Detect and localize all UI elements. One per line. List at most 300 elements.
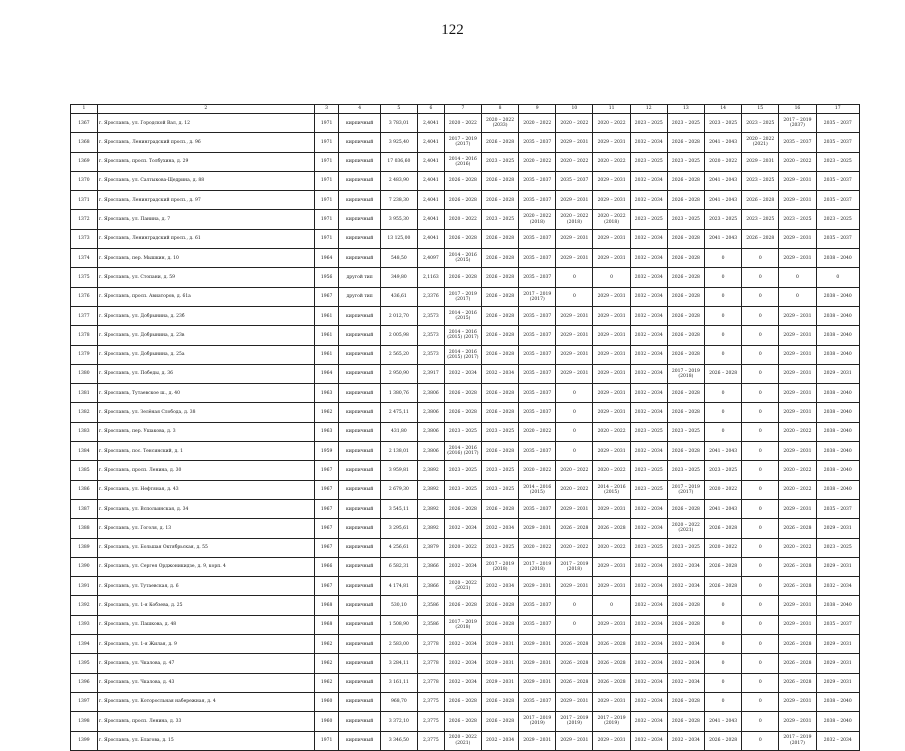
- table-cell: 2026 – 2028: [779, 557, 816, 576]
- table-cell: 2029 – 2031: [519, 673, 556, 692]
- table-cell: 2,4041: [417, 152, 444, 171]
- table-row: [71, 171, 860, 190]
- table-cell: 2 679,30: [380, 480, 417, 499]
- column-number-cell: 4: [339, 105, 380, 114]
- table-cell: 2029 – 2031: [779, 403, 816, 422]
- table-cell: 2035 – 2037: [519, 229, 556, 248]
- table-cell: 2 012,70: [380, 306, 417, 325]
- table-cell: 1967: [314, 287, 339, 306]
- table-cell: 2020 – 2022 (2033): [481, 114, 518, 133]
- table-cell: 2026 – 2028: [667, 326, 704, 345]
- column-number-cell: 2: [97, 105, 314, 114]
- table-cell: 1961: [314, 306, 339, 325]
- table-cell: 0: [742, 577, 779, 596]
- table-cell: 2023 – 2025: [630, 538, 667, 557]
- address-cell: г. Ярославль, Ленинградский просп., д. 61: [97, 229, 314, 248]
- table-cell: кирпичный: [339, 133, 380, 152]
- table-row: [71, 519, 860, 538]
- table-cell: 0: [705, 403, 742, 422]
- table-cell: кирпичный: [339, 345, 380, 364]
- table-cell: 2035 – 2037: [556, 171, 593, 190]
- table-cell: 2026 – 2028: [742, 229, 779, 248]
- table-cell: 2029 – 2031: [816, 557, 859, 576]
- table-cell: 2032 – 2034: [444, 654, 481, 673]
- table-cell: 2017 – 2019 (2017): [444, 287, 481, 306]
- table-cell: 2017 – 2019 (2017): [667, 480, 704, 499]
- table-cell: 2023 – 2025: [705, 114, 742, 133]
- table-cell: 0: [742, 306, 779, 325]
- table-cell: 2,3775: [417, 712, 444, 731]
- table-cell: 2,4041: [417, 133, 444, 152]
- table-cell: кирпичный: [339, 519, 380, 538]
- table-cell: 2014 – 2016 (2016): [444, 152, 481, 171]
- table-cell: 1971: [314, 133, 339, 152]
- table-cell: 2029 – 2031: [742, 152, 779, 171]
- table-cell: 968,70: [380, 692, 417, 711]
- column-number-cell: 9: [519, 105, 556, 114]
- table-cell: кирпичный: [339, 422, 380, 441]
- table-cell: 2038 – 2040: [816, 326, 859, 345]
- table-cell: 2014 – 2016 (2015): [593, 480, 630, 499]
- table-cell: 4 256,61: [380, 538, 417, 557]
- table-cell: 2029 – 2031: [481, 654, 518, 673]
- table-cell: 1971: [314, 229, 339, 248]
- table-cell: 2017 – 2019 (2017): [779, 731, 816, 750]
- table-cell: 2023 – 2025: [630, 152, 667, 171]
- table-row: [71, 384, 860, 403]
- table-cell: 1374: [71, 249, 98, 268]
- table-cell: 2026 – 2028: [593, 635, 630, 654]
- table-cell: 2026 – 2028: [556, 635, 593, 654]
- table-cell: 2029 – 2031: [593, 287, 630, 306]
- table-cell: 2,3586: [417, 596, 444, 615]
- table-cell: 2029 – 2031: [593, 229, 630, 248]
- table-cell: 1967: [314, 577, 339, 596]
- table-cell: 2023 – 2025: [816, 152, 859, 171]
- address-cell: г. Ярославль, Ленинградский просп., д. 96: [97, 133, 314, 152]
- address-cell: г. Ярославль, ул. Благова, д. 15: [97, 731, 314, 750]
- table-cell: 0: [705, 422, 742, 441]
- table-cell: 1 380,76: [380, 384, 417, 403]
- table-cell: 2023 – 2025: [742, 114, 779, 133]
- table-cell: 2023 – 2025: [481, 461, 518, 480]
- table-cell: 0: [556, 596, 593, 615]
- table-cell: кирпичный: [339, 538, 380, 557]
- table-cell: 2032 – 2034: [481, 364, 518, 383]
- table-cell: 2026 – 2028: [444, 384, 481, 403]
- table-cell: 2026 – 2028: [667, 442, 704, 461]
- table-cell: кирпичный: [339, 731, 380, 750]
- table-cell: 0: [742, 557, 779, 576]
- table-cell: 2014 – 2016 (2015): [444, 306, 481, 325]
- table-cell: 2020 – 2022: [556, 480, 593, 499]
- table-cell: 1968: [314, 615, 339, 634]
- table-cell: 1367: [71, 114, 98, 133]
- table-cell: 2023 – 2025: [481, 152, 518, 171]
- table-cell: 0: [705, 287, 742, 306]
- table-cell: 2026 – 2028: [481, 287, 518, 306]
- table-cell: 2023 – 2025: [816, 210, 859, 229]
- table-cell: 2029 – 2031: [556, 191, 593, 210]
- table-cell: 2,3778: [417, 654, 444, 673]
- table-row: [71, 287, 860, 306]
- table-cell: 2026 – 2028: [556, 519, 593, 538]
- table-cell: 1397: [71, 692, 98, 711]
- table-cell: 2014 – 2016 (2015): [519, 480, 556, 499]
- table-cell: 2029 – 2031: [779, 191, 816, 210]
- table-row: [71, 306, 860, 325]
- table-cell: 2023 – 2025: [667, 461, 704, 480]
- table-cell: 2035 – 2037: [816, 615, 859, 634]
- table-cell: 2 583,00: [380, 635, 417, 654]
- table-cell: 2032 – 2034: [630, 326, 667, 345]
- address-cell: г. Ярославль, ул. Стопани, д. 59: [97, 268, 314, 287]
- table-cell: 2026 – 2028: [481, 133, 518, 152]
- table-cell: 0: [742, 268, 779, 287]
- table-cell: 2032 – 2034: [630, 229, 667, 248]
- table-cell: 2029 – 2031: [779, 229, 816, 248]
- table-cell: 3 955,30: [380, 210, 417, 229]
- table-cell: 2026 – 2028: [481, 615, 518, 634]
- table-cell: кирпичный: [339, 229, 380, 248]
- table-cell: 2017 – 2019 (2037): [779, 114, 816, 133]
- table-cell: 2020 – 2022: [593, 152, 630, 171]
- address-cell: г. Ярославль, ул. Добрынина, д. 23в: [97, 326, 314, 345]
- table-cell: 2,3573: [417, 345, 444, 364]
- table-cell: 7 238,30: [380, 191, 417, 210]
- table-cell: кирпичный: [339, 461, 380, 480]
- column-number-cell: 15: [742, 105, 779, 114]
- table-cell: 2029 – 2031: [779, 712, 816, 731]
- table-cell: 2032 – 2034: [630, 345, 667, 364]
- table-cell: 2029 – 2031: [556, 499, 593, 518]
- table-cell: 2029 – 2031: [816, 654, 859, 673]
- table-cell: 2029 – 2031: [556, 229, 593, 248]
- table-cell: 1967: [314, 499, 339, 518]
- table-cell: 1967: [314, 519, 339, 538]
- table-cell: 0: [705, 249, 742, 268]
- table-cell: 1962: [314, 403, 339, 422]
- table-cell: 2026 – 2028: [444, 499, 481, 518]
- table-cell: 2029 – 2031: [519, 654, 556, 673]
- table-cell: 1962: [314, 673, 339, 692]
- address-cell: г. Ярославль, пос. Тенсинский, д. 1: [97, 442, 314, 461]
- table-cell: 1971: [314, 191, 339, 210]
- table-cell: 2041 – 2043: [705, 712, 742, 731]
- table-cell: 0: [742, 692, 779, 711]
- table-cell: 1967: [314, 480, 339, 499]
- table-cell: 2026 – 2028: [667, 287, 704, 306]
- table-cell: 2038 – 2040: [816, 403, 859, 422]
- table-row: [71, 114, 860, 133]
- table-cell: 2023 – 2025: [742, 171, 779, 190]
- table-cell: 2020 – 2022: [593, 461, 630, 480]
- table-cell: 2020 – 2022: [705, 538, 742, 557]
- table-cell: 0: [742, 422, 779, 441]
- table-cell: кирпичный: [339, 577, 380, 596]
- table-cell: кирпичный: [339, 654, 380, 673]
- table-cell: 1399: [71, 731, 98, 750]
- table-cell: 2020 – 2022: [779, 152, 816, 171]
- table-cell: 2026 – 2028: [481, 345, 518, 364]
- table-cell: 2032 – 2034: [630, 249, 667, 268]
- table-cell: 2029 – 2031: [779, 364, 816, 383]
- table-cell: 3 545,11: [380, 499, 417, 518]
- column-number-cell: 1: [71, 105, 98, 114]
- table-cell: 2032 – 2034: [630, 133, 667, 152]
- table-cell: 2026 – 2028: [481, 268, 518, 287]
- table-cell: 0: [742, 654, 779, 673]
- table-cell: 0: [705, 692, 742, 711]
- column-number-cell: 14: [705, 105, 742, 114]
- table-cell: 2035 – 2037: [519, 364, 556, 383]
- table-cell: 2032 – 2034: [816, 577, 859, 596]
- table-cell: 2 950,90: [380, 364, 417, 383]
- table-row: [71, 364, 860, 383]
- table-cell: 1971: [314, 152, 339, 171]
- table-cell: 2026 – 2028: [667, 384, 704, 403]
- table-cell: 0: [556, 268, 593, 287]
- table-cell: 2023 – 2025: [705, 210, 742, 229]
- address-cell: г. Ярославль, просп. Ленина, д. 30: [97, 461, 314, 480]
- table-cell: 1387: [71, 499, 98, 518]
- table-cell: 2029 – 2031: [556, 249, 593, 268]
- table-cell: 2014 – 2016 (2015) (2017): [444, 345, 481, 364]
- table-cell: 2032 – 2034: [444, 364, 481, 383]
- table-cell: 0: [742, 326, 779, 345]
- address-cell: г. Ярославль, ул. Городской Вал, д. 12: [97, 114, 314, 133]
- table-row: [71, 326, 860, 345]
- address-cell: г. Ярославль, ул. Салтыкова-Щедрина, д. 88: [97, 171, 314, 190]
- table-cell: 2029 – 2031: [519, 635, 556, 654]
- table-cell: 0: [742, 615, 779, 634]
- table-cell: кирпичный: [339, 249, 380, 268]
- table-cell: 0: [705, 384, 742, 403]
- table-cell: 2026 – 2028: [667, 306, 704, 325]
- table-cell: 2026 – 2028: [779, 673, 816, 692]
- table-cell: 3 346,50: [380, 731, 417, 750]
- table-cell: кирпичный: [339, 480, 380, 499]
- table-cell: кирпичный: [339, 403, 380, 422]
- table-cell: кирпичный: [339, 306, 380, 325]
- table-cell: 2026 – 2028: [481, 229, 518, 248]
- table-cell: 1382: [71, 403, 98, 422]
- table-cell: 2035 – 2037: [816, 133, 859, 152]
- table-cell: 2026 – 2028: [481, 191, 518, 210]
- table-cell: 2026 – 2028: [481, 499, 518, 518]
- table-cell: 0: [705, 654, 742, 673]
- table-cell: 2032 – 2034: [816, 731, 859, 750]
- table-cell: кирпичный: [339, 673, 380, 692]
- column-number-cell: 12: [630, 105, 667, 114]
- table-cell: 2020 – 2022: [779, 538, 816, 557]
- table-cell: 2026 – 2028: [667, 268, 704, 287]
- table-cell: 2,3892: [417, 480, 444, 499]
- table-cell: 3 925,40: [380, 133, 417, 152]
- table-cell: 2020 – 2022: [779, 422, 816, 441]
- table-cell: 2029 – 2031: [779, 171, 816, 190]
- table-cell: 0: [556, 442, 593, 461]
- table-cell: 2032 – 2034: [667, 557, 704, 576]
- table-cell: 0: [742, 403, 779, 422]
- table-cell: 0: [742, 461, 779, 480]
- table-cell: 2035 – 2037: [519, 133, 556, 152]
- table-cell: 2026 – 2028: [444, 171, 481, 190]
- table-cell: 6 582,31: [380, 557, 417, 576]
- table-cell: 2020 – 2022 (2021): [444, 577, 481, 596]
- table-cell: 2029 – 2031: [816, 635, 859, 654]
- column-number-cell: 7: [444, 105, 481, 114]
- table-cell: 2020 – 2022: [519, 422, 556, 441]
- table-cell: 2029 – 2031: [593, 191, 630, 210]
- table-cell: 1971: [314, 171, 339, 190]
- table-cell: 2038 – 2040: [816, 306, 859, 325]
- table-cell: 4 174,81: [380, 577, 417, 596]
- table-cell: 2017 – 2019 (2018): [444, 615, 481, 634]
- table-cell: кирпичный: [339, 557, 380, 576]
- table-cell: 2026 – 2028: [593, 654, 630, 673]
- table-cell: 2029 – 2031: [779, 596, 816, 615]
- table-cell: 2026 – 2028: [779, 519, 816, 538]
- table-cell: кирпичный: [339, 635, 380, 654]
- table-cell: 1386: [71, 480, 98, 499]
- table-header: [71, 105, 860, 114]
- table-cell: 2026 – 2028: [667, 692, 704, 711]
- table-cell: 2026 – 2028: [705, 364, 742, 383]
- table-cell: кирпичный: [339, 171, 380, 190]
- table-cell: 2032 – 2034: [630, 442, 667, 461]
- table-cell: 2029 – 2031: [519, 577, 556, 596]
- table-cell: 2026 – 2028: [667, 596, 704, 615]
- address-cell: г. Ярославль, ул. Сергея Орджоникидзе, д. 9, корп. 4: [97, 557, 314, 576]
- table-cell: 1 508,90: [380, 615, 417, 634]
- address-cell: г. Ярославль, ул. Победы, д. 36: [97, 364, 314, 383]
- table-cell: 2029 – 2031: [593, 133, 630, 152]
- table-cell: 2026 – 2028: [481, 171, 518, 190]
- table-cell: 2020 – 2022: [519, 114, 556, 133]
- table-cell: 1388: [71, 519, 98, 538]
- address-cell: г. Ярославль, Тутаевское ш., д. 40: [97, 384, 314, 403]
- table-cell: 2020 – 2022 (2018): [556, 210, 593, 229]
- table-cell: 431,80: [380, 422, 417, 441]
- table-cell: 0: [742, 249, 779, 268]
- address-cell: г. Ярославль, пер. Ушакова, д. 3: [97, 422, 314, 441]
- table-cell: 2032 – 2034: [630, 692, 667, 711]
- table-cell: 2020 – 2022: [556, 538, 593, 557]
- address-cell: г. Ярославль, ул. Добрынина, д. 23б: [97, 306, 314, 325]
- table-cell: 2,4041: [417, 229, 444, 248]
- table-cell: 2032 – 2034: [630, 171, 667, 190]
- table-cell: 2035 – 2037: [519, 326, 556, 345]
- table-cell: 2023 – 2025: [816, 538, 859, 557]
- table-cell: 2029 – 2031: [481, 673, 518, 692]
- table-cell: кирпичный: [339, 442, 380, 461]
- table-cell: 2026 – 2028: [705, 577, 742, 596]
- table-cell: 13 125,00: [380, 229, 417, 248]
- table-cell: 2032 – 2034: [630, 306, 667, 325]
- table-cell: 2020 – 2022: [556, 152, 593, 171]
- table-cell: 2023 – 2025: [630, 461, 667, 480]
- table-cell: 0: [816, 268, 859, 287]
- table-cell: 2032 – 2034: [667, 673, 704, 692]
- table-cell: 2026 – 2028: [779, 654, 816, 673]
- table-row: [71, 673, 860, 692]
- table-cell: 0: [742, 345, 779, 364]
- table-cell: 2029 – 2031: [556, 692, 593, 711]
- table-cell: 2035 – 2037: [519, 306, 556, 325]
- table-cell: 1967: [314, 461, 339, 480]
- table-cell: 2038 – 2040: [816, 461, 859, 480]
- table-cell: 2032 – 2034: [444, 557, 481, 576]
- table-cell: 2035 – 2037: [519, 596, 556, 615]
- table-cell: 2014 – 2016 (2015): [444, 249, 481, 268]
- table-cell: 2026 – 2028: [667, 499, 704, 518]
- table-cell: 3 783,01: [380, 114, 417, 133]
- table-cell: 2020 – 2022 (2018): [519, 210, 556, 229]
- table-cell: 1392: [71, 596, 98, 615]
- table-row: [71, 461, 860, 480]
- table-cell: 1966: [314, 557, 339, 576]
- table-cell: 2029 – 2031: [593, 345, 630, 364]
- table-cell: 2026 – 2028: [481, 712, 518, 731]
- table-cell: 17 036,60: [380, 152, 417, 171]
- table-row: [71, 422, 860, 441]
- address-cell: г. Ярославль, ул. Чкалова, д. 43: [97, 673, 314, 692]
- table-cell: 2023 – 2025: [667, 210, 704, 229]
- table-row: [71, 635, 860, 654]
- table-cell: 2,3778: [417, 635, 444, 654]
- table-cell: 2,4041: [417, 171, 444, 190]
- table-cell: 0: [705, 635, 742, 654]
- table-cell: 2035 – 2037: [519, 345, 556, 364]
- table-body: [71, 114, 860, 751]
- table-cell: 2020 – 2022: [593, 114, 630, 133]
- table-row: [71, 692, 860, 711]
- table-cell: 0: [742, 499, 779, 518]
- table-cell: 1962: [314, 635, 339, 654]
- table-cell: 0: [742, 480, 779, 499]
- table-cell: 0: [556, 287, 593, 306]
- table-cell: 2023 – 2025: [481, 538, 518, 557]
- table-cell: 2032 – 2034: [667, 635, 704, 654]
- table-cell: 2029 – 2031: [779, 442, 816, 461]
- table-cell: 2029 – 2031: [593, 364, 630, 383]
- table-cell: 2026 – 2028: [667, 171, 704, 190]
- table-cell: 2026 – 2028: [481, 596, 518, 615]
- table-cell: 1968: [314, 596, 339, 615]
- table-cell: 2023 – 2025: [630, 210, 667, 229]
- table-cell: 2032 – 2034: [481, 731, 518, 750]
- column-number-cell: 16: [779, 105, 816, 114]
- table-cell: 2041 – 2043: [705, 191, 742, 210]
- table-cell: 1378: [71, 326, 98, 345]
- table-cell: 2020 – 2022: [444, 210, 481, 229]
- table-cell: кирпичный: [339, 191, 380, 210]
- table-cell: 2020 – 2022: [779, 461, 816, 480]
- table-cell: 2,4097: [417, 249, 444, 268]
- table-cell: 2,3778: [417, 673, 444, 692]
- table-cell: 2 483,90: [380, 171, 417, 190]
- table-cell: 2023 – 2025: [630, 114, 667, 133]
- table-cell: 1961: [314, 326, 339, 345]
- table-cell: 0: [705, 596, 742, 615]
- table-cell: 2035 – 2037: [519, 268, 556, 287]
- table-cell: 0: [705, 615, 742, 634]
- table-cell: кирпичный: [339, 152, 380, 171]
- table-cell: 1391: [71, 577, 98, 596]
- table-cell: 2026 – 2028: [667, 403, 704, 422]
- table-cell: 2038 – 2040: [816, 692, 859, 711]
